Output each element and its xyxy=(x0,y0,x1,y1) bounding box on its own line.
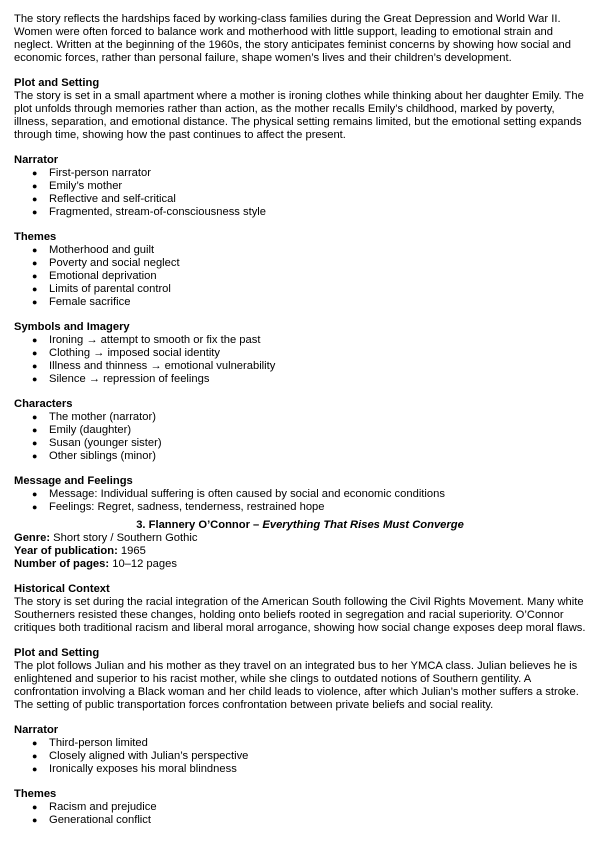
list-item: ● Reflective and self-critical xyxy=(32,193,176,205)
section-heading: Narrator xyxy=(14,154,59,166)
list-item: ● Poverty and social neglect xyxy=(32,257,180,269)
list-item: ● Generational conflict xyxy=(32,814,151,826)
bullet-icon: ● xyxy=(32,489,38,499)
bullet-icon: ● xyxy=(32,335,38,345)
message-section-1 xyxy=(14,475,586,514)
bullet-icon: ● xyxy=(32,297,38,307)
section-heading: Narrator xyxy=(14,724,59,736)
bullet-icon: ● xyxy=(32,425,38,435)
section-heading: Symbols and Imagery xyxy=(14,321,130,333)
bullet-icon: ● xyxy=(32,194,38,204)
list-item: ● Silence → repression of feelings xyxy=(32,373,210,385)
list-item: ● Emily (daughter) xyxy=(32,424,132,436)
bullet-list xyxy=(14,411,586,463)
narrator-section-1 xyxy=(14,154,586,219)
pages-line: Number of pages: 10–12 pages xyxy=(14,558,177,570)
bullet-list xyxy=(14,801,586,827)
list-item: ● Limits of parental control xyxy=(32,283,171,295)
bullet-icon: ● xyxy=(32,361,38,371)
bullet-icon: ● xyxy=(32,168,38,178)
plot-paragraph: The plot follows Julian and his mother as they travel on an integrated bus to her YMCA class. Julian believes he is enlightened and superior to his racist mother, while she clings to outdated notions of Southern gentility. A confrontation involving a Black woman and her child leads to violence, after which Julian’s mother suffers a stroke. The setting of public transportation forces confrontation between private beliefs and social reality. xyxy=(14,660,579,711)
characters-section-1 xyxy=(14,398,586,463)
list-item: ● Clothing → imposed social identity xyxy=(32,347,221,359)
list-item: ● Other siblings (minor) xyxy=(32,450,156,462)
bullet-icon: ● xyxy=(32,751,38,761)
list-item: ● Ironing → attempt to smooth or fix the past xyxy=(32,334,261,346)
section-heading: Plot and Setting xyxy=(14,77,100,89)
historical-context-section xyxy=(14,583,586,635)
bullet-icon: ● xyxy=(32,374,38,384)
bullet-icon: ● xyxy=(32,284,38,294)
narrator-section-3 xyxy=(14,724,586,776)
bullet-list xyxy=(14,167,586,219)
symbols-section-1 xyxy=(14,321,586,386)
section-heading: Themes xyxy=(14,788,57,800)
themes-section-1 xyxy=(14,231,586,309)
list-item: ● Fragmented, stream-of-consciousness style xyxy=(32,206,266,218)
list-item: ● Ironically exposes his moral blindness xyxy=(32,763,237,775)
bullet-icon: ● xyxy=(32,271,38,281)
context-paragraph: The story is set during the racial integration of the American South following the Civil Rights Movement. Many white Southerners resisted these changes, holding onto beliefs rooted in segregation and racial superiority. O’Connor critiques both traditional racism and liberal moral arrogance, showing how social change exposes deep moral flaws. xyxy=(14,596,586,634)
list-item: ● Emotional deprivation xyxy=(32,270,157,282)
list-item: ● Racism and prejudice xyxy=(32,801,157,813)
list-item: ● First-person narrator xyxy=(32,167,151,179)
bullet-icon: ● xyxy=(32,451,38,461)
bullet-icon: ● xyxy=(32,412,38,422)
bullet-icon: ● xyxy=(32,815,38,825)
section-heading: Plot and Setting xyxy=(14,647,100,659)
list-item: ● Closely aligned with Julian’s perspective xyxy=(32,750,249,762)
intro-paragraph: The story reflects the hardships faced by working-class families during the Great Depression and World War II. Women were often forced to balance work and motherhood with little support, leading to emotional strain and neglect. Written at the beginning of the 1960s, the story anticipates feminist concerns by showing how social and economic forces, rather than personal failure, shape women’s lives and their children’s development. xyxy=(14,13,572,64)
list-item: ● Illness and thinness → emotional vulnerability xyxy=(32,360,276,372)
list-item: ● Emily’s mother xyxy=(32,180,123,192)
bullet-icon: ● xyxy=(32,764,38,774)
story-title: 3. Flannery O’Connor – Everything That Rises Must Converge xyxy=(136,519,464,531)
plot-setting-section-1 xyxy=(14,77,586,142)
bullet-icon: ● xyxy=(32,738,38,748)
year-line: Year of publication: 1965 xyxy=(14,545,146,557)
plot-paragraph: The story is set in a small apartment where a mother is ironing clothes while thinking about her daughter Emily. The plot unfolds through memories rather than action, as the mother recalls Emily’s childhood, marked by poverty, illness, separation, and emotional distance. The physical setting remains limited, but the emotional setting expands through time, showing how the past continues to affect the present. xyxy=(14,90,584,141)
themes-section-3 xyxy=(14,788,586,827)
list-item: ● Susan (younger sister) xyxy=(32,437,162,449)
bullet-icon: ● xyxy=(32,245,38,255)
section-heading: Characters xyxy=(14,398,73,410)
plot-setting-section-3 xyxy=(14,647,586,712)
list-item: ● Third-person limited xyxy=(32,737,148,749)
bullet-icon: ● xyxy=(32,438,38,448)
bullet-icon: ● xyxy=(32,502,38,512)
section-heading: Message and Feelings xyxy=(14,475,133,487)
section-heading: Themes xyxy=(14,231,57,243)
bullet-icon: ● xyxy=(32,181,38,191)
bullet-icon: ● xyxy=(32,802,38,812)
list-item: ● Message: Individual suffering is often caused by social and economic conditions xyxy=(32,488,445,500)
bullet-icon: ● xyxy=(32,258,38,268)
bullet-list xyxy=(14,244,586,309)
list-item: ● Feelings: Regret, sadness, tenderness, restrained hope xyxy=(32,501,325,513)
bullet-list xyxy=(14,334,586,386)
list-item: ● Motherhood and guilt xyxy=(32,244,155,256)
bullet-icon: ● xyxy=(32,348,38,358)
bullet-list xyxy=(14,737,586,776)
genre-line: Genre: Short story / Southern Gothic xyxy=(14,532,198,544)
bullet-icon: ● xyxy=(32,207,38,217)
section-heading: Historical Context xyxy=(14,583,110,595)
bullet-list xyxy=(14,488,586,514)
list-item: ● The mother (narrator) xyxy=(32,411,156,423)
list-item: ● Female sacrifice xyxy=(32,296,131,308)
